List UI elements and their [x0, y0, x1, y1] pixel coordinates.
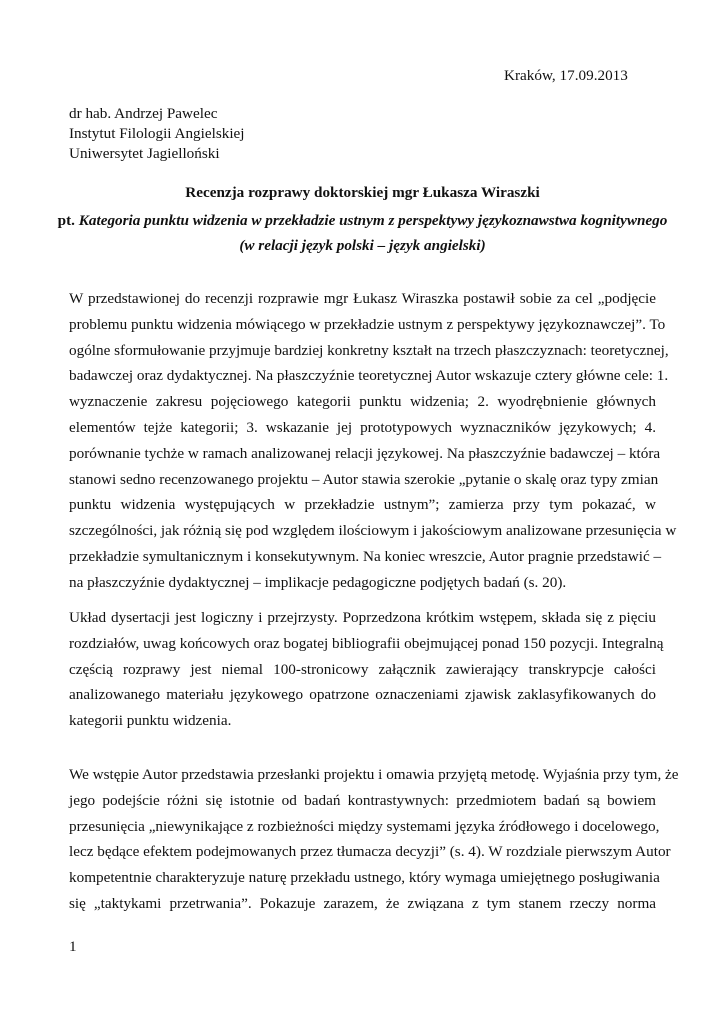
- thesis-subtitle-italic: (w relacji język polski – język angielski): [239, 237, 486, 254]
- letter-date: Kraków, 17.09.2013: [504, 67, 628, 84]
- paragraph-line: We wstępie Autor przedstawia przesłanki projektu i omawia przyjętą metodę. Wyjaśnia przy tym, że: [69, 766, 679, 783]
- paragraph-line: Układ dysertacji jest logiczny i przejrzysty. Poprzedzona krótkim wstępem, składa się z pięciu: [69, 609, 656, 626]
- paragraph-line: W przedstawionej do recenzji rozprawie mgr Łukasz Wiraszka postawił sobie za cel „podjęcie: [69, 290, 656, 307]
- paragraph-line: analizowanego materiału językowego opatrzone oznaczeniami zjawisk zaklasyfikowanych do: [69, 686, 656, 704]
- paragraph-line: wyznaczenie zakresu pojęciowego kategorii punktu widzenia; 2. wyodrębnienie głównych: [69, 393, 656, 411]
- paragraph-line: się „taktykami przetrwania”. Pokazuje zarazem, że związana z tym stanem rzeczy norma: [69, 894, 656, 912]
- paragraph-line: kompetentnie charakteryzuje naturę przekładu ustnego, który wymaga umiejętnego posługiwania: [69, 869, 660, 887]
- paragraph-line: problemu punktu widzenia mówiącego w przekładzie ustnym z perspektywy językoznawczej”. To: [69, 315, 666, 333]
- paragraph-line: lecz będące efektem podejmowanych przez tłumacza decyzji” (s. 4). W rozdziale pierwszym Autor: [69, 843, 671, 861]
- page-number: 1: [69, 938, 77, 955]
- thesis-subtitle: [40, 236, 685, 256]
- review-title: Recenzja rozprawy doktorskiej mgr Łukasza Wiraszki: [185, 184, 540, 201]
- paragraph-line: przekładzie symultanicznym i konsekutywnym. Na koniec wreszcie, Autor pragnie przedstawić –: [69, 547, 662, 565]
- paragraph-line: ogólne sformułowanie przyjmuje bardziej konkretny kształt na trzech płaszczyznach: teoretycznej,: [69, 341, 669, 359]
- paragraph-line: badawczej oraz dydaktycznej. Na płaszczyźnie teoretycznej Autor wskazuje cztery główne cele: 1.: [69, 367, 669, 385]
- paragraph-2: [69, 605, 664, 734]
- recipient-university: Uniwersytet Jagielloński: [69, 145, 220, 162]
- recipient-address: [69, 104, 245, 164]
- paragraph-3: [69, 762, 679, 917]
- paragraph-line: kategorii punktu widzenia.: [69, 712, 232, 730]
- paragraph-line: jego podejście różni się istotnie od badań kontrastywnych: przedmiotem badań są bowiem: [69, 791, 656, 809]
- paragraph-line: szczególności, jak różnią się pod względem ilościowym i jakościowym analizowane przesunięcia w: [69, 522, 677, 540]
- thesis-title: [40, 211, 685, 231]
- paragraph-1: [69, 286, 677, 596]
- recipient-name: dr hab. Andrzej Pawelec: [69, 105, 218, 122]
- thesis-title-italic: Kategoria punktu widzenia w przekładzie ustnym z perspektywy językoznawstwa kognitywnego: [78, 212, 668, 229]
- paragraph-line: na płaszczyźnie dydaktycznej – implikacje pedagogiczne podjętych badań (s. 20).: [69, 573, 567, 591]
- paragraph-line: elementów tejże kategorii; 3. wskazanie jej prototypowych wyznaczników językowych; 4.: [69, 418, 656, 436]
- paragraph-line: punktu widzenia występujących w przekładzie ustnym”; zamierza przy tym pokazać, w: [69, 496, 656, 514]
- paragraph-line: częścią rozprawy jest niemal 100-stronicowy załącznik zawierający transkrypcje całości: [69, 660, 656, 678]
- paragraph-line: przesunięcia „niewynikające z rozbieżności między systemami języka źródłowego i docelowego,: [69, 817, 660, 835]
- recipient-institute: Instytut Filologii Angielskiej: [69, 125, 245, 142]
- paragraph-line: stanowi sedno recenzowanego projektu – Autor stawia szerokie „pytanie o skalę oraz typy zmian: [69, 470, 659, 488]
- thesis-title-prefix: pt.: [57, 212, 79, 229]
- paragraph-line: rozdziałów, uwag końcowych oraz bogatej bibliografii obejmującej ponad 150 pozycji. Integralną: [69, 634, 664, 652]
- paragraph-line: porównanie tychże w ramach analizowanej relacji językowej. Na płaszczyźnie badawczej – która: [69, 444, 661, 462]
